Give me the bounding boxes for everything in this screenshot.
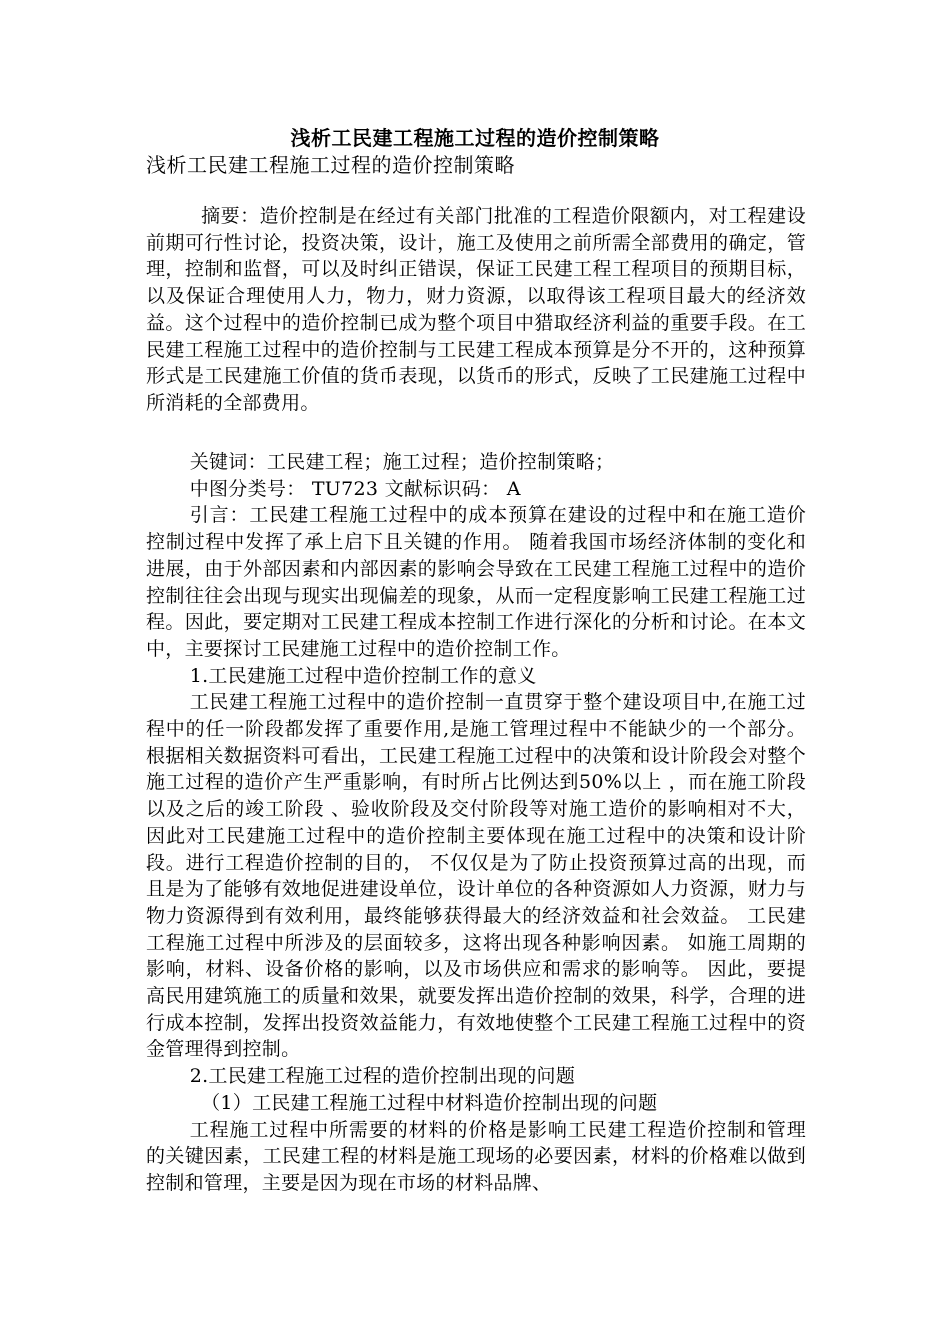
keywords-line: 关键词：工民建工程；施工过程；造价控制策略； xyxy=(189,451,615,473)
main-content xyxy=(146,449,806,1197)
section-2-sub-1-paragraph: 工程施工过程中所需要的材料的价格是影响工民建工程造价控制和管理的关键因素，工民建工程的材料是施工现场的必要因素，材料的价格难以做到控制和管理，主要是因为现在市场的材料品牌、 xyxy=(146,1118,806,1194)
abstract-section xyxy=(146,203,806,417)
abstract-paragraph: 摘要：造价控制是在经过有关部门批准的工程造价限额内，对工程建设前期可行性讨论，投资决策，设计，施工及使用之前所需全部费用的确定，管理，控制和监督，可以及时纠正错误，保证工民建工程工程项目的预期目标，以及保证合理使用人力，物力，财力资源，以取得该工程项目最大的经济效益。这个过程中的造价控制已成为整个项目中猎取经济利益的重要手段。在工民建工程施工过程中的造价控制与工民建工程成本预算是分不开的，这种预算形式是工民建施工价值的货币表现，以货币的形式，反映了工民建施工过程中所消耗的全部费用。 xyxy=(146,205,806,414)
intro-paragraph: 引言：工民建工程施工过程中的成本预算在建设的过程中和在施工造价控制过程中发挥了承上启下且关键的作用。 随着我国市场经济体制的变化和进展，由于外部因素和内部因素的影响会导致在工民建工程施工过程中的造价控制往往会出现与现实出现偏差的现象，从而一定程度影响工民建工程施工过程。因此，要定期对工民建工程成本控制工作进行深化的分析和讨论。在本文中，主要探讨工民建施工过程中的造价控制工作。 xyxy=(146,504,806,660)
section-2-subheading-1: （1）工民建工程施工过程中材料造价控制出现的问题 xyxy=(201,1091,658,1114)
section-1-heading: 1.工民建施工过程中造价控制工作的意义 xyxy=(189,664,537,687)
document-subtitle: 浅析工民建工程施工过程的造价控制策略 xyxy=(146,153,515,177)
classification-line: 中图分类号： TU723 文献标识码： A xyxy=(189,477,521,500)
section-1-paragraph: 工民建工程施工过程中的造价控制一直贯穿于整个建设项目中,在施工过程中的任一阶段都发挥了重要作用,是施工管理过程中不能缺少的一个部分。 根据相关数据资料可看出，工民建工程施工过程中的决策和设计阶段会对整个施工过程的造价产生严重影响，有时所占比例达到50%以上 ，而在施工阶段以及之后的竣工阶段 、验收阶段及交付阶段等对施工造价的影响相对不大，因此对工民建施工过程中的造价控制主要体现在施工过程中的决策和设计阶段。进行工程造价控制的目的， 不仅仅是为了防止投资预算过高的出现，而且是为了能够有效地促进建设单位，设计单位的各种资源如人力资源，财力与物力资源得到有效利用，最终能够获得最大的经济效益和社会效益。 工民建工程施工过程中所涉及的层面较多，这将出现各种影响因素。 如施工周期的影响，材料、设备价格的影响，以及市场供应和需求的影响等。 因此，要提高民用建筑施工的质量和效果，就要发挥出造价控制的效果，科学，合理的进行成本控制，发挥出投资效益能力，有效地使整个工民建工程施工过程中的资金管理得到控制。 xyxy=(146,691,806,1061)
section-2-heading: 2.工民建工程施工过程的造价控制出现的问题 xyxy=(189,1065,576,1088)
document-title: 浅析工民建工程施工过程的造价控制策略 xyxy=(290,126,660,150)
